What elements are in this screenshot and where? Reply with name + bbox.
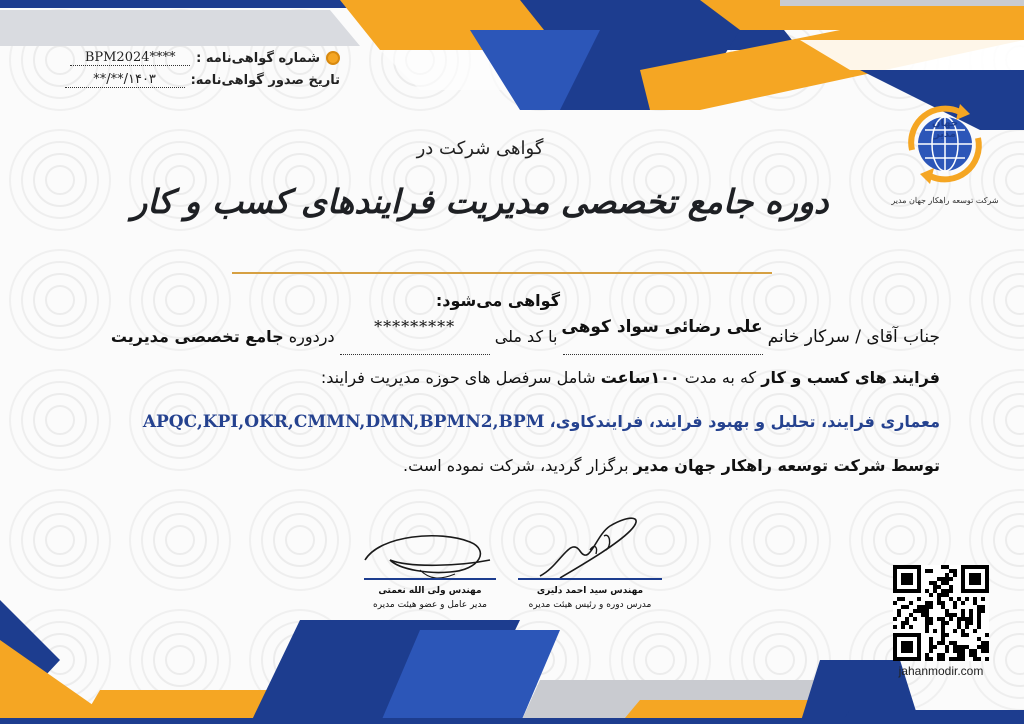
company-logo: [880, 98, 1010, 205]
signatory-2-role: مدیر عامل و عضو هیئت مدیره: [373, 600, 487, 610]
signature-1-scribble: [520, 506, 680, 586]
medal-icon: [326, 51, 340, 65]
signature-1: [500, 584, 680, 612]
signature-2-line: [364, 578, 496, 580]
qr-code-icon: [893, 565, 989, 661]
title-divider: [232, 272, 772, 274]
body-line-1: [80, 317, 940, 358]
course-hours: ۱۰۰ساعت: [600, 368, 680, 387]
issue-date-value: ۱۴۰۳/**/**: [65, 72, 185, 88]
closing-text: برگزار گردید، شرکت نموده است.: [403, 456, 629, 475]
body-line-4: [80, 446, 940, 486]
national-code-value: *********: [374, 317, 456, 336]
honorific-text: جناب آقای / سرکار خانم: [767, 327, 940, 347]
website-link[interactable]: jahanmodir.com: [898, 664, 984, 678]
logo-caption: شرکت توسعه راهکار جهان مدیر: [891, 196, 999, 205]
line1-suffix: دردوره: [288, 327, 335, 346]
recipient-name-field: [561, 317, 763, 355]
logo-name: جهان مدیر: [931, 118, 959, 140]
signatory-2-name: مهندس ولی الله نعمتی: [378, 586, 482, 596]
issue-date-label: تاریخ صدور گواهی‌نامه:: [190, 72, 340, 88]
topics-persian: معماری فرایند، تحلیل و بهبود فرایند، فرایندکاوی،: [549, 412, 940, 431]
body-line-2: [80, 358, 940, 402]
qr-code[interactable]: [893, 565, 989, 661]
national-code-field: [340, 317, 490, 355]
certificate-meta: [60, 48, 340, 92]
topics-intro: شامل سرفصل های حوزه مدیریت فرایند:: [320, 368, 596, 387]
course-name-continued: فرایند های کسب و کار: [761, 368, 940, 387]
signature-2: [340, 584, 520, 612]
course-title: دوره جامع تخصصی مدیریت فرایندهای کسب و کار: [131, 182, 829, 221]
certificate-number-value: BPM2024****: [70, 50, 190, 66]
signature-2-scribble: [360, 530, 510, 590]
heading-small: گواهی شرکت در: [416, 138, 544, 159]
national-code-label: با کد ملی: [494, 327, 558, 346]
certificate-body: [80, 288, 940, 486]
line1-suffix-bold: جامع تخصصی مدیریت: [110, 327, 284, 346]
signatory-1-role: مدرس دوره و رئیس هیئت مدیره: [528, 600, 652, 610]
duration-text: که به مدت: [684, 368, 757, 387]
certifies-text: گواهی می‌شود:: [435, 291, 560, 310]
signature-1-line: [518, 578, 662, 580]
globe-logo-icon: [900, 98, 990, 190]
topics-english: APQC,KPI,OKR,CMMN,DMN,BPMN2,BPM: [142, 412, 545, 432]
body-line-3: [80, 402, 940, 446]
recipient-name: علی رضائی سواد کوهی: [561, 317, 763, 337]
organizer-text: توسط شرکت توسعه راهکار جهان مدیر: [633, 456, 940, 475]
bottom-decoration: [0, 600, 1024, 724]
signatory-1-name: مهندس سید احمد دلیری: [536, 586, 644, 596]
certificate-number-label: شماره گواهی‌نامه :: [196, 50, 320, 66]
